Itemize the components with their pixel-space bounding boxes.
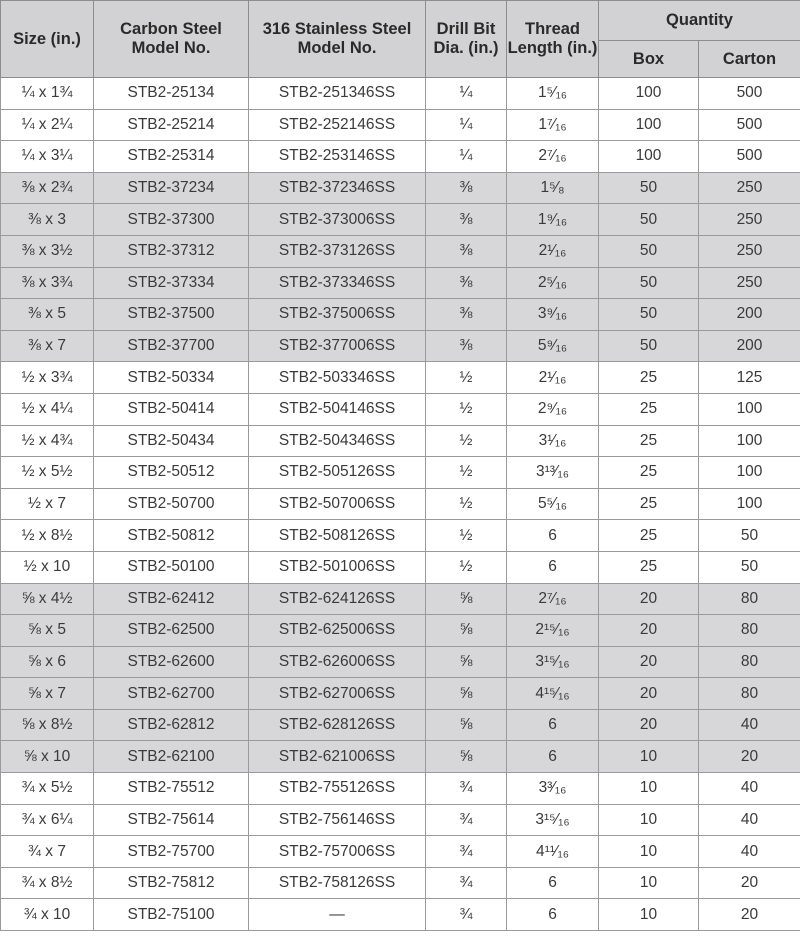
- cell-box-qty: 20: [599, 646, 699, 678]
- cell-box-qty: 100: [599, 109, 699, 141]
- cell-carton-qty: 100: [699, 457, 800, 489]
- table-row: [1, 141, 800, 173]
- table-row: [1, 899, 800, 931]
- cell-box-qty: 50: [599, 235, 699, 267]
- cell-thread-length: 4¹⁵⁄₁₆: [507, 678, 599, 710]
- cell-drill-bit-dia: ⅝: [426, 709, 507, 741]
- cell-carton-qty: 40: [699, 836, 800, 868]
- cell-box-qty: 50: [599, 330, 699, 362]
- cell-thread-length: 2⁷⁄₁₆: [507, 141, 599, 173]
- cell-carton-qty: 40: [699, 804, 800, 836]
- cell-size: ⅝ x 6: [1, 646, 94, 678]
- cell-box-qty: 10: [599, 867, 699, 899]
- cell-carbon-steel-model: STB2-50812: [94, 520, 249, 552]
- cell-stainless-steel-model: STB2-253146SS: [249, 141, 426, 173]
- cell-carbon-steel-model: STB2-62100: [94, 741, 249, 773]
- cell-stainless-steel-model: STB2-373126SS: [249, 235, 426, 267]
- header-quantity: Quantity: [599, 1, 800, 41]
- table-row: [1, 425, 800, 457]
- cell-carton-qty: 500: [699, 78, 800, 110]
- cell-carton-qty: 50: [699, 551, 800, 583]
- cell-thread-length: 6: [507, 867, 599, 899]
- cell-thread-length: 1⁷⁄₁₆: [507, 109, 599, 141]
- table-row: [1, 615, 800, 647]
- cell-thread-length: 1⁹⁄₁₆: [507, 204, 599, 236]
- cell-drill-bit-dia: ¼: [426, 141, 507, 173]
- table-row: [1, 488, 800, 520]
- cell-box-qty: 50: [599, 267, 699, 299]
- cell-size: ¾ x 8½: [1, 867, 94, 899]
- cell-thread-length: 3¹⁵⁄₁₆: [507, 646, 599, 678]
- cell-carton-qty: 20: [699, 899, 800, 931]
- cell-box-qty: 25: [599, 520, 699, 552]
- cell-thread-length: 2¹⁄₁₆: [507, 362, 599, 394]
- cell-carton-qty: 100: [699, 425, 800, 457]
- header-carton: Carton: [699, 41, 800, 78]
- cell-box-qty: 25: [599, 488, 699, 520]
- cell-carton-qty: 80: [699, 615, 800, 647]
- cell-box-qty: 20: [599, 678, 699, 710]
- cell-size: ⅝ x 8½: [1, 709, 94, 741]
- cell-drill-bit-dia: ⅜: [426, 330, 507, 362]
- table-row: [1, 867, 800, 899]
- cell-size: ¼ x 1¾: [1, 78, 94, 110]
- cell-stainless-steel-model: STB2-504146SS: [249, 393, 426, 425]
- cell-drill-bit-dia: ⅝: [426, 646, 507, 678]
- cell-carton-qty: 250: [699, 267, 800, 299]
- cell-box-qty: 25: [599, 551, 699, 583]
- cell-size: ¾ x 7: [1, 836, 94, 868]
- table-row: [1, 78, 800, 110]
- cell-drill-bit-dia: ½: [426, 520, 507, 552]
- cell-thread-length: 6: [507, 551, 599, 583]
- cell-drill-bit-dia: ¾: [426, 773, 507, 805]
- cell-drill-bit-dia: ¾: [426, 804, 507, 836]
- table-row: [1, 520, 800, 552]
- cell-carbon-steel-model: STB2-62412: [94, 583, 249, 615]
- cell-size: ⅝ x 4½: [1, 583, 94, 615]
- cell-carton-qty: 20: [699, 741, 800, 773]
- cell-size: ¾ x 5½: [1, 773, 94, 805]
- cell-box-qty: 25: [599, 362, 699, 394]
- cell-thread-length: 2⁷⁄₁₆: [507, 583, 599, 615]
- cell-carbon-steel-model: STB2-50100: [94, 551, 249, 583]
- cell-stainless-steel-model: STB2-628126SS: [249, 709, 426, 741]
- cell-size: ½ x 4¾: [1, 425, 94, 457]
- table-row: [1, 551, 800, 583]
- table-row: [1, 836, 800, 868]
- cell-stainless-steel-model: STB2-251346SS: [249, 78, 426, 110]
- cell-carbon-steel-model: STB2-50512: [94, 457, 249, 489]
- cell-drill-bit-dia: ½: [426, 488, 507, 520]
- table-row: [1, 204, 800, 236]
- cell-stainless-steel-model: STB2-373006SS: [249, 204, 426, 236]
- cell-box-qty: 50: [599, 299, 699, 331]
- cell-stainless-steel-model: STB2-624126SS: [249, 583, 426, 615]
- cell-stainless-steel-model: STB2-755126SS: [249, 773, 426, 805]
- table-row: [1, 109, 800, 141]
- cell-carbon-steel-model: STB2-50334: [94, 362, 249, 394]
- table-row: [1, 773, 800, 805]
- cell-box-qty: 50: [599, 204, 699, 236]
- table-row: [1, 362, 800, 394]
- cell-box-qty: 20: [599, 583, 699, 615]
- cell-carton-qty: 80: [699, 646, 800, 678]
- cell-drill-bit-dia: ½: [426, 362, 507, 394]
- cell-carbon-steel-model: STB2-37234: [94, 172, 249, 204]
- cell-size: ½ x 10: [1, 551, 94, 583]
- cell-box-qty: 25: [599, 457, 699, 489]
- cell-stainless-steel-model: —: [249, 899, 426, 931]
- cell-thread-length: 6: [507, 741, 599, 773]
- cell-thread-length: 6: [507, 520, 599, 552]
- cell-size: ¾ x 6¼: [1, 804, 94, 836]
- cell-box-qty: 25: [599, 393, 699, 425]
- cell-carbon-steel-model: STB2-25314: [94, 141, 249, 173]
- cell-carton-qty: 80: [699, 583, 800, 615]
- cell-size: ¾ x 10: [1, 899, 94, 931]
- table-row: [1, 393, 800, 425]
- cell-box-qty: 100: [599, 78, 699, 110]
- cell-stainless-steel-model: STB2-373346SS: [249, 267, 426, 299]
- cell-stainless-steel-model: STB2-504346SS: [249, 425, 426, 457]
- cell-carbon-steel-model: STB2-62700: [94, 678, 249, 710]
- cell-stainless-steel-model: STB2-372346SS: [249, 172, 426, 204]
- cell-size: ⅜ x 3: [1, 204, 94, 236]
- cell-drill-bit-dia: ⅝: [426, 583, 507, 615]
- cell-box-qty: 20: [599, 615, 699, 647]
- cell-box-qty: 10: [599, 804, 699, 836]
- cell-box-qty: 25: [599, 425, 699, 457]
- cell-carton-qty: 200: [699, 299, 800, 331]
- cell-size: ½ x 8½: [1, 520, 94, 552]
- cell-thread-length: 2¹⁄₁₆: [507, 235, 599, 267]
- header-drill-bit-dia: Drill Bit Dia. (in.): [426, 1, 507, 78]
- cell-drill-bit-dia: ½: [426, 393, 507, 425]
- cell-carbon-steel-model: STB2-62500: [94, 615, 249, 647]
- cell-drill-bit-dia: ¾: [426, 867, 507, 899]
- cell-thread-length: 3¹³⁄₁₆: [507, 457, 599, 489]
- cell-thread-length: 6: [507, 709, 599, 741]
- cell-carton-qty: 250: [699, 235, 800, 267]
- cell-drill-bit-dia: ½: [426, 551, 507, 583]
- cell-box-qty: 100: [599, 141, 699, 173]
- cell-box-qty: 10: [599, 899, 699, 931]
- cell-carton-qty: 40: [699, 773, 800, 805]
- cell-thread-length: 3¹⁄₁₆: [507, 425, 599, 457]
- cell-stainless-steel-model: STB2-505126SS: [249, 457, 426, 489]
- cell-size: ⅝ x 5: [1, 615, 94, 647]
- table-row: [1, 172, 800, 204]
- cell-box-qty: 50: [599, 172, 699, 204]
- cell-size: ⅜ x 3¾: [1, 267, 94, 299]
- cell-box-qty: 20: [599, 709, 699, 741]
- cell-thread-length: 3⁹⁄₁₆: [507, 299, 599, 331]
- cell-stainless-steel-model: STB2-377006SS: [249, 330, 426, 362]
- cell-stainless-steel-model: STB2-627006SS: [249, 678, 426, 710]
- cell-drill-bit-dia: ⅜: [426, 235, 507, 267]
- cell-drill-bit-dia: ⅜: [426, 299, 507, 331]
- cell-drill-bit-dia: ½: [426, 457, 507, 489]
- header-box: Box: [599, 41, 699, 78]
- header-stainless-steel-model: 316 Stainless Steel Model No.: [249, 1, 426, 78]
- table-row: [1, 267, 800, 299]
- cell-drill-bit-dia: ⅜: [426, 172, 507, 204]
- table-row: [1, 583, 800, 615]
- cell-carton-qty: 500: [699, 109, 800, 141]
- cell-size: ½ x 3¾: [1, 362, 94, 394]
- cell-carbon-steel-model: STB2-75812: [94, 867, 249, 899]
- cell-carbon-steel-model: STB2-75100: [94, 899, 249, 931]
- cell-size: ⅝ x 7: [1, 678, 94, 710]
- cell-drill-bit-dia: ½: [426, 425, 507, 457]
- cell-thread-length: 3¹⁵⁄₁₆: [507, 804, 599, 836]
- cell-carton-qty: 125: [699, 362, 800, 394]
- cell-carbon-steel-model: STB2-50700: [94, 488, 249, 520]
- cell-carbon-steel-model: STB2-50434: [94, 425, 249, 457]
- cell-drill-bit-dia: ⅝: [426, 678, 507, 710]
- table-row: [1, 804, 800, 836]
- cell-carbon-steel-model: STB2-75700: [94, 836, 249, 868]
- cell-size: ⅜ x 3½: [1, 235, 94, 267]
- header-carbon-steel-model: Carbon Steel Model No.: [94, 1, 249, 78]
- cell-size: ¼ x 2¼: [1, 109, 94, 141]
- cell-carbon-steel-model: STB2-37300: [94, 204, 249, 236]
- cell-stainless-steel-model: STB2-621006SS: [249, 741, 426, 773]
- cell-drill-bit-dia: ¼: [426, 109, 507, 141]
- cell-stainless-steel-model: STB2-507006SS: [249, 488, 426, 520]
- table-header: [1, 1, 800, 78]
- cell-carton-qty: 500: [699, 141, 800, 173]
- cell-thread-length: 2¹⁵⁄₁₆: [507, 615, 599, 647]
- cell-stainless-steel-model: STB2-508126SS: [249, 520, 426, 552]
- cell-thread-length: 3³⁄₁₆: [507, 773, 599, 805]
- cell-carbon-steel-model: STB2-50414: [94, 393, 249, 425]
- cell-carton-qty: 250: [699, 204, 800, 236]
- table-body: [1, 78, 800, 931]
- cell-thread-length: 4¹¹⁄₁₆: [507, 836, 599, 868]
- cell-stainless-steel-model: STB2-625006SS: [249, 615, 426, 647]
- cell-box-qty: 10: [599, 741, 699, 773]
- table-row: [1, 457, 800, 489]
- cell-thread-length: 5⁵⁄₁₆: [507, 488, 599, 520]
- cell-drill-bit-dia: ⅜: [426, 267, 507, 299]
- cell-carbon-steel-model: STB2-62812: [94, 709, 249, 741]
- cell-box-qty: 10: [599, 836, 699, 868]
- cell-stainless-steel-model: STB2-375006SS: [249, 299, 426, 331]
- cell-stainless-steel-model: STB2-252146SS: [249, 109, 426, 141]
- cell-drill-bit-dia: ¾: [426, 899, 507, 931]
- header-thread-length: Thread Length (in.): [507, 1, 599, 78]
- cell-carton-qty: 20: [699, 867, 800, 899]
- cell-size: ⅜ x 7: [1, 330, 94, 362]
- cell-stainless-steel-model: STB2-501006SS: [249, 551, 426, 583]
- table-row: [1, 709, 800, 741]
- cell-drill-bit-dia: ⅝: [426, 741, 507, 773]
- table-row: [1, 299, 800, 331]
- cell-carbon-steel-model: STB2-75512: [94, 773, 249, 805]
- cell-thread-length: 1⁵⁄₈: [507, 172, 599, 204]
- table-row: [1, 235, 800, 267]
- cell-size: ⅝ x 10: [1, 741, 94, 773]
- cell-carbon-steel-model: STB2-37312: [94, 235, 249, 267]
- table-row: [1, 678, 800, 710]
- cell-carbon-steel-model: STB2-37700: [94, 330, 249, 362]
- table-row: [1, 741, 800, 773]
- cell-stainless-steel-model: STB2-756146SS: [249, 804, 426, 836]
- cell-thread-length: 2⁵⁄₁₆: [507, 267, 599, 299]
- cell-stainless-steel-model: STB2-758126SS: [249, 867, 426, 899]
- cell-stainless-steel-model: STB2-626006SS: [249, 646, 426, 678]
- cell-thread-length: 5⁹⁄₁₆: [507, 330, 599, 362]
- cell-thread-length: 2⁹⁄₁₆: [507, 393, 599, 425]
- cell-carbon-steel-model: STB2-25214: [94, 109, 249, 141]
- cell-drill-bit-dia: ⅜: [426, 204, 507, 236]
- cell-stainless-steel-model: STB2-503346SS: [249, 362, 426, 394]
- cell-carbon-steel-model: STB2-75614: [94, 804, 249, 836]
- table-row: [1, 330, 800, 362]
- cell-size: ½ x 7: [1, 488, 94, 520]
- cell-thread-length: 6: [507, 899, 599, 931]
- cell-size: ⅜ x 2¾: [1, 172, 94, 204]
- cell-carton-qty: 100: [699, 488, 800, 520]
- cell-carton-qty: 80: [699, 678, 800, 710]
- cell-box-qty: 10: [599, 773, 699, 805]
- cell-carton-qty: 50: [699, 520, 800, 552]
- cell-carbon-steel-model: STB2-37500: [94, 299, 249, 331]
- cell-carton-qty: 100: [699, 393, 800, 425]
- table-row: [1, 646, 800, 678]
- cell-size: ½ x 5½: [1, 457, 94, 489]
- cell-carbon-steel-model: STB2-62600: [94, 646, 249, 678]
- cell-size: ½ x 4¼: [1, 393, 94, 425]
- cell-size: ⅜ x 5: [1, 299, 94, 331]
- cell-carton-qty: 200: [699, 330, 800, 362]
- cell-stainless-steel-model: STB2-757006SS: [249, 836, 426, 868]
- cell-drill-bit-dia: ¼: [426, 78, 507, 110]
- cell-size: ¼ x 3¼: [1, 141, 94, 173]
- cell-drill-bit-dia: ¾: [426, 836, 507, 868]
- cell-carton-qty: 250: [699, 172, 800, 204]
- cell-carbon-steel-model: STB2-37334: [94, 267, 249, 299]
- header-size: Size (in.): [1, 1, 94, 78]
- cell-drill-bit-dia: ⅝: [426, 615, 507, 647]
- cell-carbon-steel-model: STB2-25134: [94, 78, 249, 110]
- cell-carton-qty: 40: [699, 709, 800, 741]
- cell-thread-length: 1⁵⁄₁₆: [507, 78, 599, 110]
